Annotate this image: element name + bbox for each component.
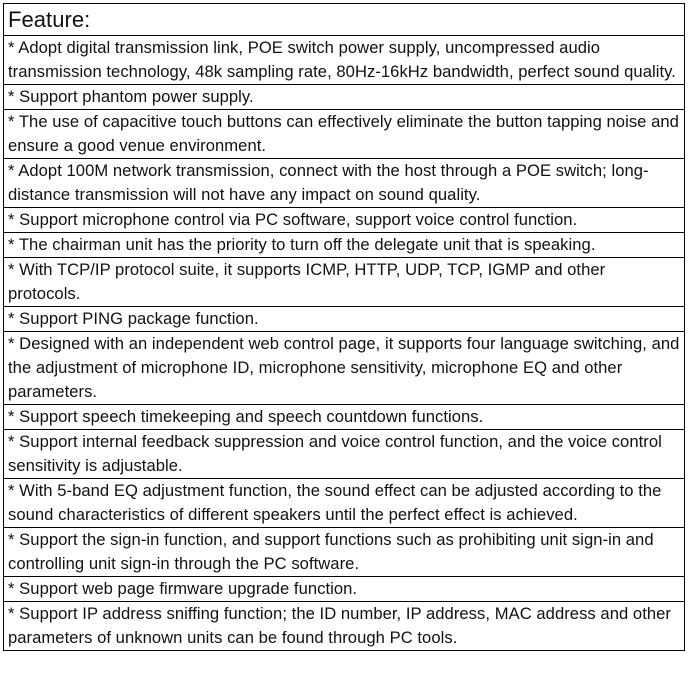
- table-row: [4, 528, 685, 577]
- feature-item: * Support internal feedback suppression and voice control function, and the voice control sensitivity is adjustable.: [4, 430, 685, 479]
- feature-item: * Support the sign-in function, and support functions such as prohibiting unit sign-in and controlling unit sign-in through the PC software.: [4, 528, 685, 577]
- table-row: [4, 233, 685, 258]
- table-row: [4, 602, 685, 651]
- table-row: [4, 307, 685, 332]
- table-row: [4, 258, 685, 307]
- feature-item: * Support microphone control via PC software, support voice control function.: [4, 208, 685, 233]
- feature-item: * Support PING package function.: [4, 307, 685, 332]
- feature-item: * Adopt 100M network transmission, connect with the host through a POE switch; long-distance transmission will not have any impact on sound quality.: [4, 159, 685, 208]
- feature-item: * Support web page firmware upgrade function.: [4, 577, 685, 602]
- table-row: [4, 332, 685, 405]
- table-row: [4, 577, 685, 602]
- feature-item: * With 5-band EQ adjustment function, the sound effect can be adjusted according to the sound characteristics of different speakers until the perfect effect is achieved.: [4, 479, 685, 528]
- header-row: [4, 4, 685, 36]
- table-row: [4, 405, 685, 430]
- feature-item: * Support speech timekeeping and speech countdown functions.: [4, 405, 685, 430]
- table-row: [4, 85, 685, 110]
- table-row: [4, 208, 685, 233]
- table-row: [4, 36, 685, 85]
- feature-item: * Designed with an independent web control page, it supports four language switching, and the adjustment of microphone ID, microphone sensitivity, microphone EQ and other parameters.: [4, 332, 685, 405]
- feature-item: * Support IP address sniffing function; the ID number, IP address, MAC address and other parameters of unknown units can be found through PC tools.: [4, 602, 685, 651]
- feature-item: * The use of capacitive touch buttons can effectively eliminate the button tapping noise and ensure a good venue environment.: [4, 110, 685, 159]
- feature-item: * With TCP/IP protocol suite, it supports ICMP, HTTP, UDP, TCP, IGMP and other protocols.: [4, 258, 685, 307]
- feature-item: * Adopt digital transmission link, POE switch power supply, uncompressed audio transmission technology, 48k sampling rate, 80Hz-16kHz bandwidth, perfect sound quality.: [4, 36, 685, 85]
- feature-table: [3, 3, 685, 651]
- table-row: [4, 110, 685, 159]
- feature-title: Feature:: [4, 4, 685, 36]
- feature-item: * The chairman unit has the priority to turn off the delegate unit that is speaking.: [4, 233, 685, 258]
- table-row: [4, 430, 685, 479]
- feature-item: * Support phantom power supply.: [4, 85, 685, 110]
- table-row: [4, 159, 685, 208]
- table-row: [4, 479, 685, 528]
